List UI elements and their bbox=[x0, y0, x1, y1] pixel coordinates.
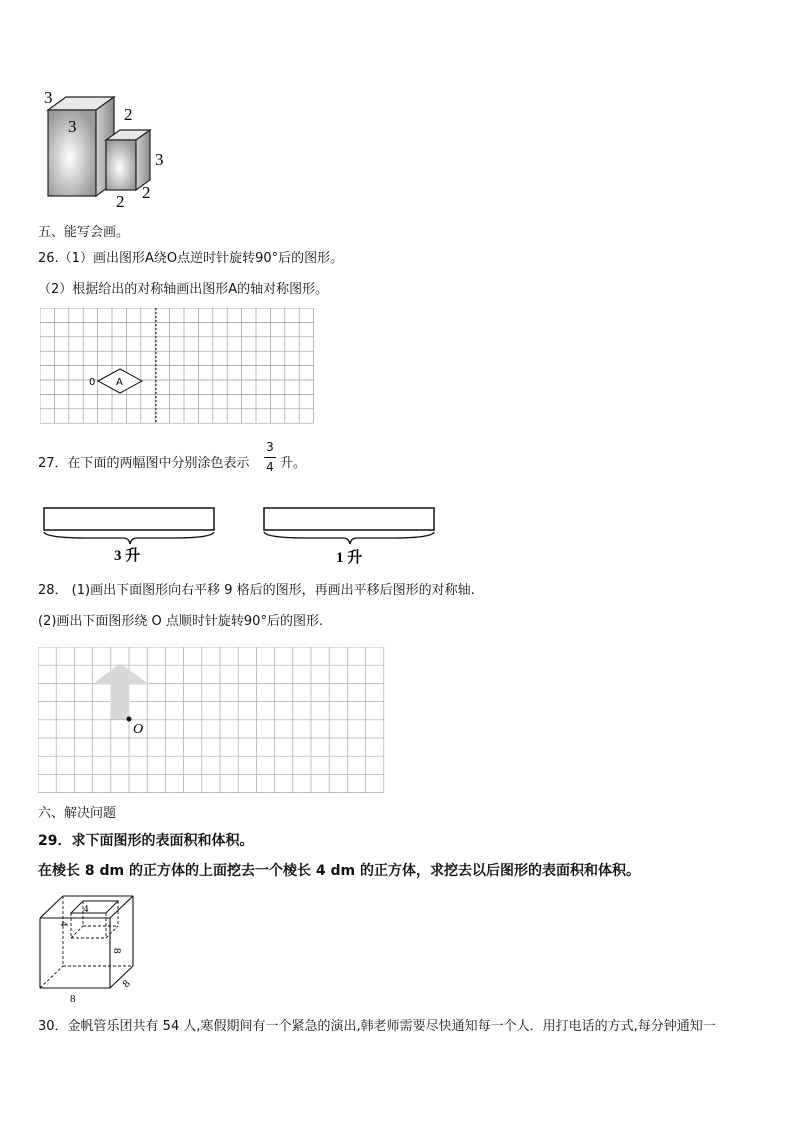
fraction-denominator: 4 bbox=[266, 460, 274, 474]
box-label: 2 bbox=[124, 105, 133, 124]
point-o-dot bbox=[127, 717, 132, 722]
dim-label: 8 bbox=[70, 993, 76, 1005]
q26-grid bbox=[40, 308, 314, 426]
box-label: 3 bbox=[155, 150, 164, 169]
cuboid-figure bbox=[38, 85, 178, 210]
shape-a-label: A bbox=[116, 377, 123, 388]
q28-line2: (2)画出下面图形绕 O 点顺时针旋转90°后的图形. bbox=[38, 614, 324, 629]
arrow-shape bbox=[94, 664, 148, 719]
dim-label: 8 bbox=[120, 977, 133, 991]
q28-line1: 28． (1)画出下面图形向右平移 9 格后的图形，再画出平移后图形的对称轴. bbox=[38, 583, 475, 598]
dim-label: 4 bbox=[58, 921, 70, 927]
q28-grid bbox=[38, 647, 388, 795]
section-6-title: 六、解决问题 bbox=[38, 806, 117, 821]
q29-cube-figure bbox=[35, 888, 145, 1006]
box-label: 2 bbox=[116, 192, 125, 210]
q29-line1: 29．求下面图形的表面积和体积。 bbox=[38, 833, 254, 849]
fraction-bar bbox=[264, 457, 276, 458]
dim-label: 8 bbox=[111, 948, 123, 954]
q29-line2: 在棱长 8 dm 的正方体的上面挖去一个棱长 4 dm 的正方体，求挖去以后图形的表面积和体积。 bbox=[38, 863, 640, 879]
q30-text: 30．金帆管乐团共有 54 人,寒假期间有一个紧急的演出,韩老师需要尽快通知每一个人．用打电话的方式,每分钟通知一 bbox=[38, 1019, 716, 1034]
q27-text: 27．在下面的两幅图中分别涂色表示 bbox=[38, 456, 250, 471]
q26-line2: （2）根据给出的对称轴画出图形A的轴对称图形。 bbox=[38, 282, 329, 297]
fraction-numerator: 3 bbox=[266, 440, 274, 454]
point-o-label: 0 bbox=[89, 377, 96, 388]
bar1-label: 3 升 bbox=[114, 548, 141, 564]
q27-unit: 升。 bbox=[280, 456, 307, 471]
point-o-label: O bbox=[133, 722, 144, 737]
q27-bars bbox=[38, 500, 448, 570]
box-label: 3 bbox=[44, 88, 53, 107]
box-label: 3 bbox=[68, 117, 77, 136]
q26-line1: 26.（1）画出图形A绕O点逆时针旋转90°后的图形。 bbox=[38, 251, 344, 266]
dim-label: 4 bbox=[83, 903, 89, 915]
box-label: 2 bbox=[142, 183, 151, 202]
section-5-title: 五、能写会画。 bbox=[38, 225, 130, 240]
bar2-label: 1 升 bbox=[336, 550, 363, 566]
